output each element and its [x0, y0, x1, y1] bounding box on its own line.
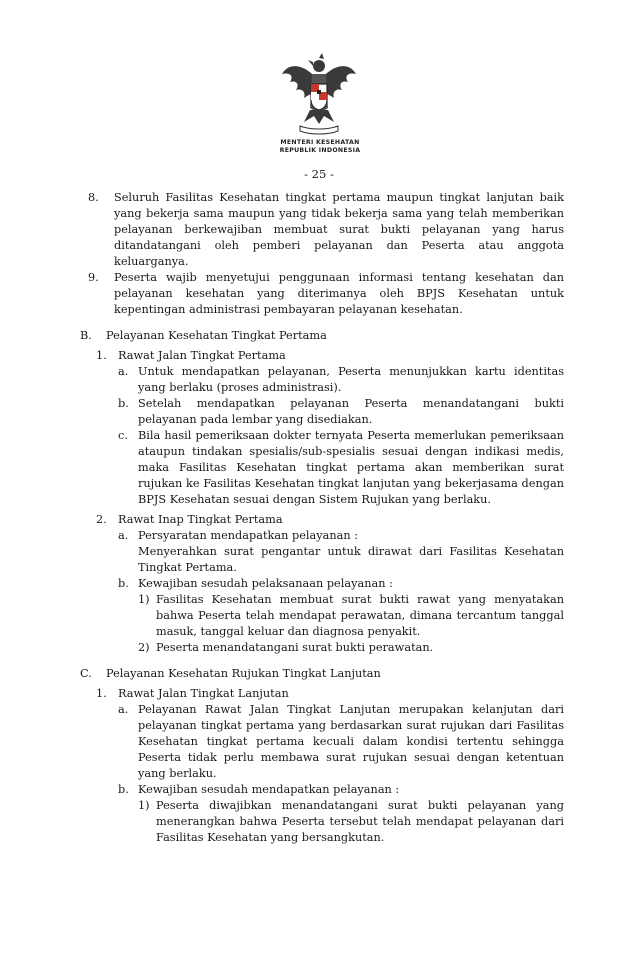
list-item: [88, 270, 564, 318]
item-text: Bila hasil pemeriksaan dokter ternyata Peserta memerlukan pemeriksaan ataupun tindakan spesialis/sub-spesialis sesuai dengan indikasi medis, maka Fasilitas Kesehatan tingkat pertama akan memberikan surat rujukan ke Fasilitas Kesehatan tingkat lanjutan yang bekerjasama dengan BPJS Kesehatan sesuai dengan Sistem Rujukan yang berlaku.: [138, 429, 564, 506]
item-number: 1): [138, 593, 150, 606]
item-text: Setelah mendapatkan pelayanan Peserta menandatangani bukti pelayanan pada lembar yang disediakan.: [138, 397, 564, 426]
item-letter: b.: [118, 783, 129, 796]
subsection-heading: [96, 512, 564, 528]
subsection-number: 1.: [96, 687, 107, 700]
list-item: [88, 190, 564, 270]
item-letter: b.: [118, 397, 129, 410]
item-text: Peserta menandatangani surat bukti perawatan.: [156, 641, 434, 654]
list-item: [118, 528, 564, 576]
item-title: Kewajiban sesudah pelaksanaan pelayanan :: [138, 577, 393, 590]
page-number: - 25 -: [304, 167, 334, 181]
seal-subtitle: REPUBLIK INDONESIA: [279, 147, 361, 154]
section-title: Pelayanan Kesehatan Rujukan Tingkat Lanjutan: [106, 667, 381, 680]
subsection-heading: [96, 686, 564, 702]
seal-title: MENTERI KESEHATAN: [280, 139, 360, 146]
item-text: Fasilitas Kesehatan membuat surat bukti rawat yang menyatakan bahwa Peserta telah mendapat perawatan, dimana tercantum tanggal masuk, tanggal keluar dan diagnosa penyakit.: [156, 593, 564, 638]
item-letter: c.: [118, 429, 128, 442]
list-item: [118, 364, 564, 396]
item-text: Peserta wajib menyetujui penggunaan informasi tentang kesehatan dan pelayanan kesehatan yang diterimanya oleh BPJS Kesehatan untuk kepentingan administrasi pembayaran pelayanan kesehatan.: [114, 271, 564, 316]
item-number: 8.: [88, 191, 99, 204]
list-item: [118, 782, 564, 846]
subsection-number: 2.: [96, 513, 107, 526]
list-item: [138, 798, 564, 846]
subsection-title: Rawat Jalan Tingkat Pertama: [118, 349, 286, 362]
subsection-number: 1.: [96, 349, 107, 362]
item-letter: a.: [118, 703, 129, 716]
item-number: 9.: [88, 271, 99, 284]
item-text: Menyerahkan surat pengantar untuk dirawat dari Fasilitas Kesehatan Tingkat Pertama.: [138, 545, 564, 574]
item-letter: b.: [118, 577, 129, 590]
item-text: Seluruh Fasilitas Kesehatan tingkat pertama maupun tingkat lanjutan baik yang bekerja sama maupun yang tidak bekerja sama yang telah memberikan pelayanan berkewajiban membuat surat bukti pelayanan yang harus ditandatangani oleh pemberi pelayanan dan Peserta atau anggota keluarganya.: [114, 191, 564, 268]
subsection-title: Rawat Inap Tingkat Pertama: [118, 513, 283, 526]
item-letter: a.: [118, 529, 129, 542]
section-letter: C.: [80, 667, 92, 680]
subsection-heading: [96, 348, 564, 364]
item-title: Persyaratan mendapatkan pelayanan :: [138, 529, 359, 542]
list-item: [138, 592, 564, 640]
item-text: Untuk mendapatkan pelayanan, Peserta menunjukkan kartu identitas yang berlaku (proses administrasi).: [138, 365, 564, 394]
item-letter: a.: [118, 365, 129, 378]
item-number: 2): [138, 641, 150, 654]
list-item: [138, 640, 564, 656]
document-body: [80, 190, 564, 846]
list-item: [118, 428, 564, 508]
item-number: 1): [138, 799, 150, 812]
list-item: [118, 702, 564, 782]
section-heading: [80, 666, 564, 682]
garuda-emblem-icon: [280, 52, 358, 136]
item-text: Pelayanan Rawat Jalan Tingkat Lanjutan merupakan kelanjutan dari pelayanan tingkat pertama yang berdasarkan surat rujukan dari Fasilitas Kesehatan tingkat pertama kecuali dalam kondisi tertentu sehingga Peserta tidak perlu membawa surat rujukan sesuai dengan ketentuan yang berlaku.: [138, 703, 564, 780]
subsection-title: Rawat Jalan Tingkat Lanjutan: [118, 687, 289, 700]
section-heading: [80, 328, 564, 344]
item-text: Peserta diwajibkan menandatangani surat bukti pelayanan yang menerangkan bahwa Peserta tersebut telah mendapat pelayanan dari Fasilitas Kesehatan yang bersangkutan.: [156, 799, 564, 844]
item-title: Kewajiban sesudah mendapatkan pelayanan :: [138, 783, 400, 796]
list-item: [118, 396, 564, 428]
section-title: Pelayanan Kesehatan Tingkat Pertama: [106, 329, 327, 342]
section-letter: B.: [80, 329, 92, 342]
list-item: [118, 576, 564, 656]
